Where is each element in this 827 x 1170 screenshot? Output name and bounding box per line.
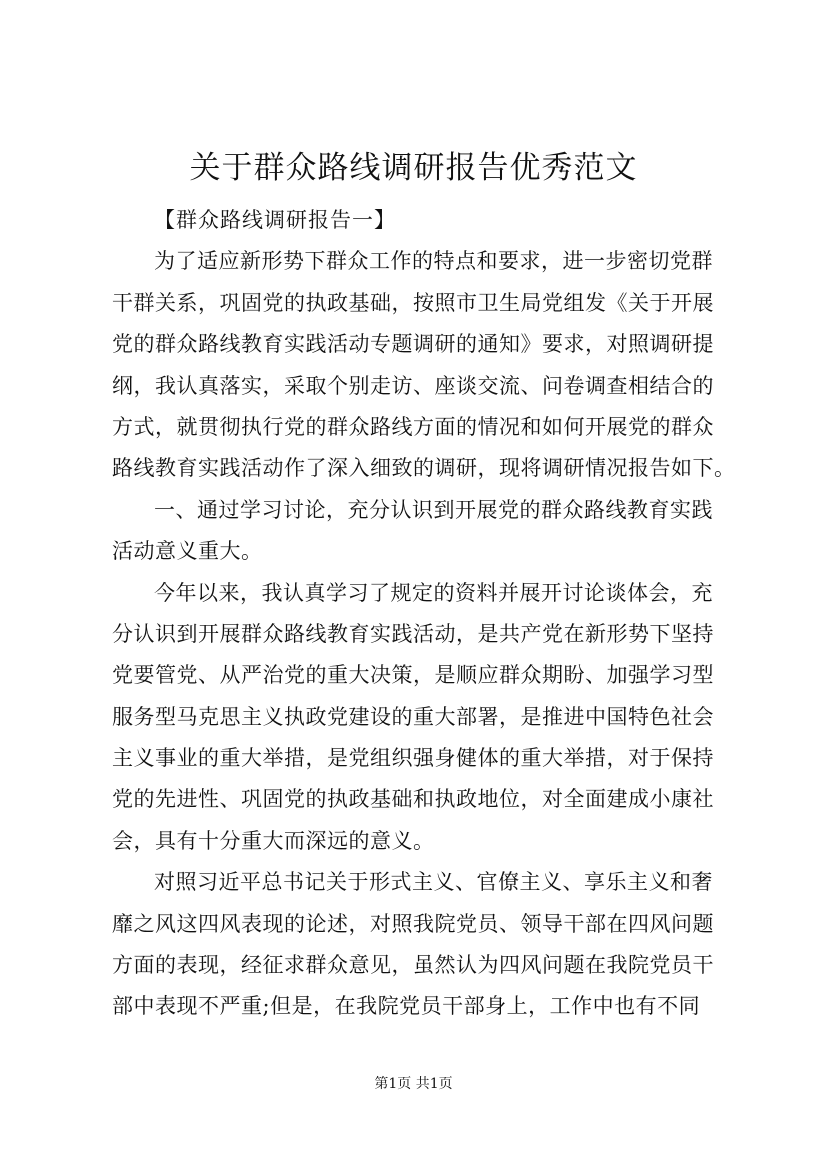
text-line: 分认识到开展群众路线教育实践活动，是共产党在新形势下坚持 <box>112 621 714 646</box>
text-line: 靡之风这四风表现的论述，对照我院党员、领导干部在四风问题 <box>112 911 714 936</box>
text-line: 党要管党、从严治党的重大决策，是顺应群众期盼、加强学习型 <box>112 663 714 688</box>
text-line: 今年以来，我认真学习了规定的资料并展开讨论谈体会，充 <box>154 580 713 605</box>
text-line: 路线教育实践活动作了深入细致的调研，现将调研情况报告如下。 <box>112 456 736 481</box>
text-line: 党的先进性、巩固党的执政基础和执政地位，对全面建成小康社 <box>112 787 714 812</box>
paragraph-lines <box>112 241 736 1027</box>
text-line: 干群关系，巩固党的执政基础，按照市卫生局党组发《关于开展 <box>112 290 714 315</box>
text-line: 党的群众路线教育实践活动专题调研的通知》要求，对照调研提 <box>112 332 714 357</box>
page-footer: 第1页 共1页 <box>374 1076 453 1092</box>
document-body <box>112 200 736 1028</box>
text-line: 服务型马克思主义执政党建设的重大部署，是推进中国特色社会 <box>112 704 714 729</box>
text-line: 方式，就贯彻执行党的群众路线方面的情况和如何开展党的群众 <box>112 414 714 439</box>
text-line: 一、通过学习讨论，充分认识到开展党的群众路线教育实践 <box>154 497 713 522</box>
text-line: 部中表现不严重;但是，在我院党员干部身上，工作中也有不同 <box>112 994 701 1019</box>
document-title: 关于群众路线调研报告优秀范文 <box>189 150 638 186</box>
text-line: 纲，我认真落实，采取个别走访、座谈交流、问卷调查相结合的 <box>112 373 714 398</box>
text-line: 为了适应新形势下群众工作的特点和要求，进一步密切党群 <box>154 249 713 274</box>
text-line: 对照习近平总书记关于形式主义、官僚主义、享乐主义和奢 <box>154 870 713 895</box>
text-line: 活动意义重大。 <box>112 539 263 564</box>
section-heading: 【群众路线调研报告一】 <box>154 208 396 232</box>
text-line: 方面的表现，经征求群众意见，虽然认为四风问题在我院党员干 <box>112 953 714 978</box>
text-line: 主义事业的重大举措，是党组织强身健体的重大举措，对于保持 <box>112 746 714 771</box>
text-line: 会，具有十分重大而深远的意义。 <box>112 828 435 853</box>
